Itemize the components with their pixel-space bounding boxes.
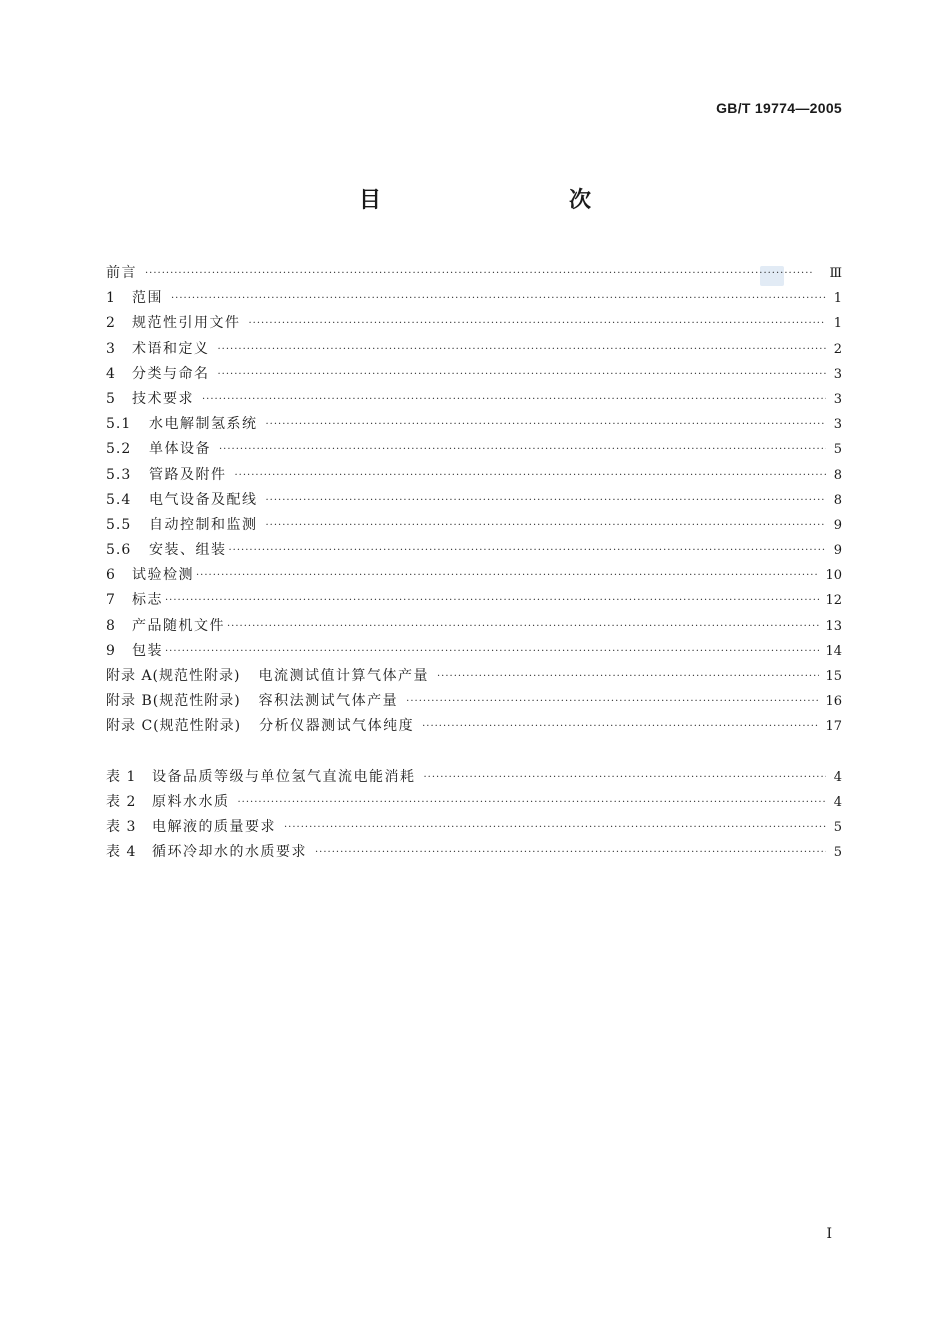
toc-leader: [202, 387, 826, 412]
toc-entry-label: 循环冷却水的水质要求: [152, 844, 307, 861]
toc-entry-page: 10: [825, 568, 842, 584]
toc-entry-page: 8: [833, 492, 842, 508]
toc-entry-page: 3: [833, 391, 842, 407]
toc-leader: [235, 463, 827, 488]
toc-entry[interactable]: [106, 437, 842, 462]
toc-entry-page: 9: [833, 517, 842, 533]
toc-entry-label: 分析仪器测试气体纯度: [259, 718, 415, 735]
toc-entry-page: 15: [825, 669, 842, 684]
toc-entry-label: 标志: [132, 592, 163, 609]
toc-entry-appendix[interactable]: [106, 689, 842, 714]
toc-entry-label: 电解液的质量要求: [152, 818, 276, 835]
toc-leader: [171, 286, 826, 311]
toc-table-entry[interactable]: [106, 790, 842, 815]
toc-leader: [315, 840, 826, 865]
toc-entry-number: 表 4: [106, 844, 137, 861]
toc-entry[interactable]: [106, 538, 842, 563]
toc-entry-page: 17: [825, 719, 842, 735]
toc-leader: [145, 261, 823, 286]
toc-entry-page: 13: [825, 618, 842, 634]
toc-leader: [227, 614, 819, 639]
toc-entry-page: 1: [833, 316, 842, 332]
toc-entry[interactable]: [106, 614, 842, 639]
toc-entry-number: 9: [106, 642, 116, 659]
toc-entry-number: 5.1: [106, 416, 132, 433]
toc-entry-number: 5.2: [106, 441, 132, 458]
standard-code: GB/T 19774—2005: [716, 100, 842, 116]
toc-entry-preface[interactable]: [106, 261, 842, 286]
toc-entry-label: 技术要求: [132, 390, 194, 407]
toc-entry[interactable]: [106, 311, 842, 336]
toc-leader: [219, 437, 826, 462]
toc-entry-label: 水电解制氢系统: [149, 416, 258, 433]
toc-leader: [266, 412, 827, 437]
toc-leader: [249, 311, 827, 336]
toc-entry-number: 5.5: [106, 516, 132, 533]
toc-entry[interactable]: [106, 412, 842, 437]
toc-entry[interactable]: [106, 513, 842, 538]
toc-entry-page: 5: [833, 442, 842, 458]
toc-leader: [266, 513, 827, 538]
toc-entry-label: 术语和定义: [132, 340, 210, 357]
toc-entry-label: 电气设备及配线: [149, 491, 258, 508]
toc-entry[interactable]: [106, 337, 842, 362]
toc-entry-page: 5: [833, 845, 842, 861]
toc-entry-label: 原料水水质: [152, 793, 230, 810]
toc-entry[interactable]: [106, 639, 842, 664]
toc-entry-page: 9: [833, 543, 842, 559]
toc-entry-number: 5.3: [106, 466, 132, 483]
toc-leader: [266, 488, 827, 513]
toc-entry-number: 附录 A(规范性附录): [106, 668, 241, 684]
toc-entry-number: 5.6: [106, 542, 132, 559]
toc-entry-label: 试验检测: [132, 567, 194, 584]
toc-leader: [437, 664, 819, 689]
toc-entry-label: 安装、组装: [149, 542, 227, 559]
toc-leader: [238, 790, 827, 815]
toc-table-entry[interactable]: [106, 840, 842, 865]
toc-table-entry[interactable]: [106, 765, 842, 790]
toc-entry-page: 16: [825, 694, 842, 710]
toc-leader: [229, 538, 827, 563]
toc-entry-page: 3: [833, 417, 842, 433]
toc-entry[interactable]: [106, 563, 842, 588]
toc-entry[interactable]: [106, 286, 842, 311]
toc-leader: [424, 765, 827, 790]
toc-entry-page: 3: [833, 366, 842, 382]
toc-entry-number: 附录 B(规范性附录): [106, 693, 241, 710]
table-of-contents: [106, 261, 842, 865]
toc-leader: [406, 689, 819, 714]
toc-entry-number: 1: [106, 290, 116, 307]
toc-leader: [284, 815, 826, 840]
toc-table-entry[interactable]: [106, 815, 842, 840]
page-number: Ⅰ: [826, 1226, 832, 1242]
toc-entry-page: 8: [833, 467, 842, 483]
toc-entry[interactable]: [106, 387, 842, 412]
toc-entry[interactable]: [106, 588, 842, 613]
toc-entry-label: 管路及附件: [149, 466, 227, 483]
section-gap: [106, 740, 842, 765]
toc-leader: [196, 563, 819, 588]
toc-leader: [422, 714, 819, 739]
toc-entry-number: 4: [106, 365, 116, 382]
toc-entry-page: 14: [825, 643, 842, 659]
toc-entry-number: 5: [106, 390, 116, 407]
toc-entry-label: 分类与命名: [132, 365, 210, 382]
toc-entry-number: 表 1: [106, 768, 137, 785]
toc-leader: [218, 362, 827, 387]
toc-entry-number: 6: [106, 567, 116, 584]
toc-entry-number: 表 2: [106, 793, 137, 810]
toc-entry-label: 包装: [132, 642, 163, 659]
toc-entry-label: 产品随机文件: [132, 617, 225, 634]
toc-entry-page: 12: [825, 593, 842, 609]
toc-entry-page: 4: [833, 794, 842, 810]
toc-entry-number: 3: [106, 340, 116, 357]
toc-entry-number: 5.4: [106, 491, 132, 508]
toc-entry-number: 2: [106, 315, 116, 332]
toc-entry-number: 表 3: [106, 818, 137, 835]
toc-entry-label: 电流测试值计算气体产量: [258, 668, 429, 684]
toc-entry-label: 单体设备: [149, 441, 211, 458]
toc-entry[interactable]: [106, 488, 842, 513]
toc-entry-label: 自动控制和监测: [149, 516, 258, 533]
toc-entry-appendix[interactable]: [106, 714, 842, 739]
toc-entry-page: 1: [833, 291, 842, 307]
toc-entry-label: 容积法测试气体产量: [258, 693, 399, 710]
toc-entry-page: 5: [833, 819, 842, 835]
toc-entry-page: Ⅲ: [829, 266, 842, 281]
toc-entry-number: 附录 C(规范性附录): [106, 718, 242, 735]
toc-entry-label: 前言: [106, 265, 137, 281]
toc-leader: [165, 588, 819, 613]
toc-entry-number: 8: [106, 617, 116, 634]
toc-entry-number: 7: [106, 592, 116, 609]
toc-entry[interactable]: [106, 463, 842, 488]
page-title: 目 次: [358, 188, 639, 213]
toc-entry-label: 规范性引用文件: [132, 315, 241, 332]
toc-entry-label: 范围: [132, 290, 163, 307]
toc-leader: [165, 639, 819, 664]
toc-entry-appendix[interactable]: [106, 664, 842, 689]
toc-entry-page: 2: [833, 341, 842, 357]
toc-leader: [218, 337, 827, 362]
toc-entry[interactable]: [106, 362, 842, 387]
toc-entry-page: 4: [833, 769, 842, 785]
toc-entry-label: 设备品质等级与单位氢气直流电能消耗: [152, 768, 416, 785]
